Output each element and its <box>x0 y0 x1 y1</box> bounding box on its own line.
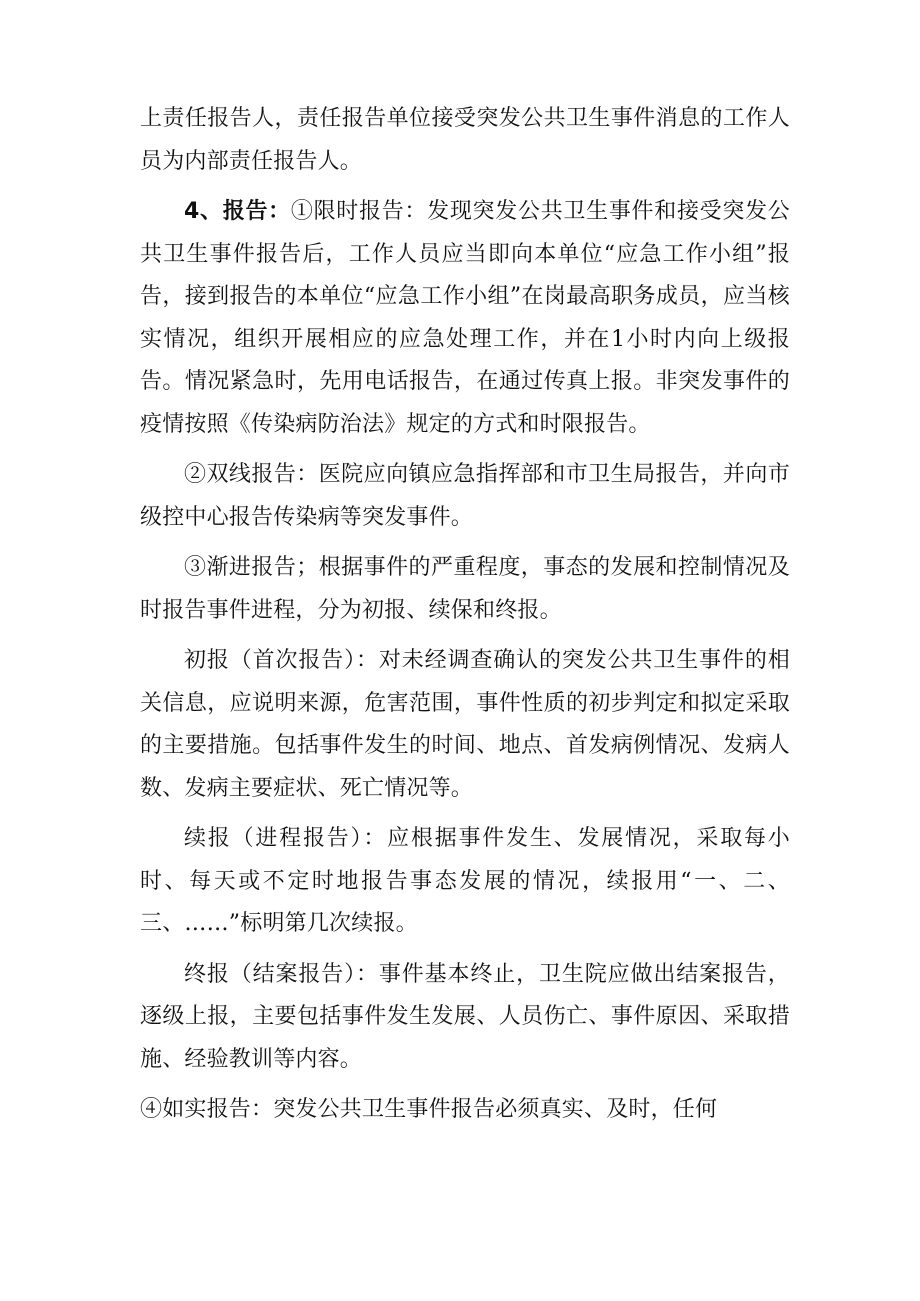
paragraph: 终报（结案报告）：事件基本终止，卫生院应做出结案报告，逐级上报，主要包括事件发生发展、人员伤亡、事件原因、采取措施、经验教训等内容。 <box>140 961 790 1072</box>
paragraph: ④如实报告：突发公共卫生事件报告必须真实、及时，任何 <box>140 1097 718 1122</box>
section-paragraph <box>140 191 790 446</box>
section-heading: 4、报告： <box>184 199 291 224</box>
paragraph: ②双线报告：医院应向镇应急指挥部和市卫生局报告，并向市级控中心报告传染病等突发事件。 <box>140 462 790 530</box>
document-body <box>140 98 790 1140</box>
paragraph: ③渐进报告；根据事件的严重程度，事态的发展和控制情况及时报告事件进程，分为初报、续保和终报。 <box>140 555 790 623</box>
paragraph: 上责任报告人，责任报告单位接受突发公共卫生事件消息的工作人员为内部责任报告人。 <box>140 106 790 174</box>
paragraph-text: ①限时报告：发现突发公共卫生事件和接受突发公共卫生事件报告后，工作人员应当即向本单位“应急工作小组”报告，接到报告的本单位“应急工作小组”在岗最高职务成员，应当核实情况，组织开展相应的应急处理工作，并在1小时内向上级报告。情况紧急时，先用电话报告，在通过传真上报。非突发事件的疫情按照《传染病防治法》规定的方式和时限报告。 <box>140 199 791 437</box>
paragraph: 初报（首次报告）：对未经调查确认的突发公共卫生事件的相关信息，应说明来源，危害范围，事件性质的初步判定和拟定采取的主要措施。包括事件发生的时间、地点、首发病例情况、发病人数、发病主要症状、死亡情况等。 <box>140 648 790 801</box>
paragraph: 续报（进程报告）：应根据事件发生、发展情况，采取每小时、每天或不定时地报告事态发展的情况，续报用“一、二、三、……”标明第几次续报。 <box>140 826 790 936</box>
